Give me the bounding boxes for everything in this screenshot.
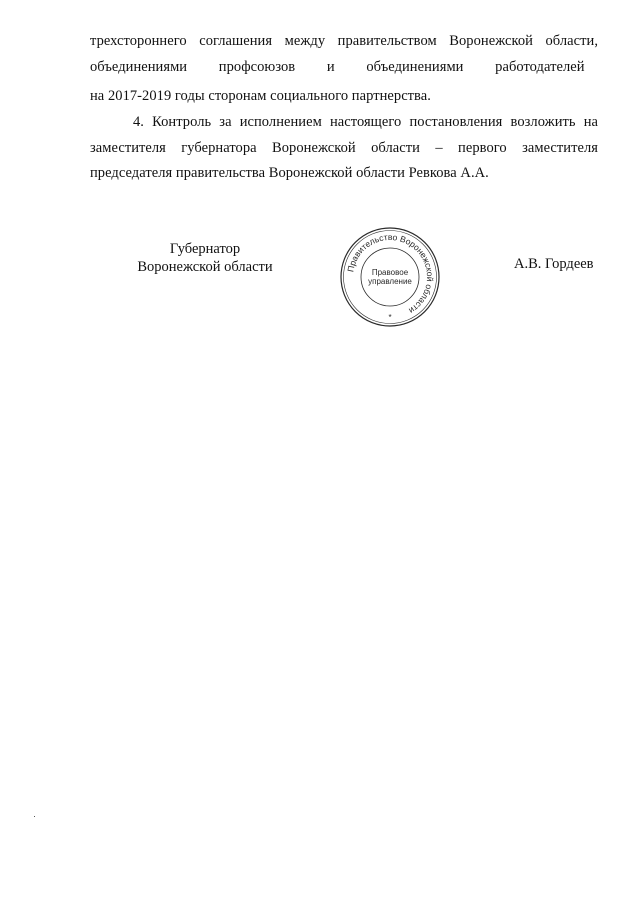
paragraph-line: заместителя губернатора Воронежской области – первого заместителя [90, 140, 598, 156]
seal-center-line2: управление [368, 277, 412, 286]
scan-speck [34, 816, 35, 817]
official-seal [338, 225, 442, 329]
seal-ring-text: Правительство Воронежской области [345, 231, 436, 316]
signatory-title [120, 240, 290, 276]
paragraph-line: объединениями профсоюзов и объединениями работодателей [90, 59, 585, 75]
signatory-title-line2: Воронежской области [137, 259, 273, 275]
paragraph-line: председателя правительства Воронежской области Ревкова А.А. [90, 165, 489, 181]
seal-center-line1: Правовое [371, 268, 409, 277]
signatory-title-line1: Губернатор [169, 241, 241, 257]
signatory-name: А.В. Гордеев [514, 256, 594, 272]
paragraph-line: 4. Контроль за исполнением настоящего постановления возложить на [133, 114, 598, 130]
paragraph-line: на 2017-2019 годы сторонам социального партнерства. [90, 88, 431, 104]
paragraph-line: трехстороннего соглашения между правительством Воронежской области, [90, 33, 598, 49]
seal-star-icon: * [388, 313, 392, 322]
